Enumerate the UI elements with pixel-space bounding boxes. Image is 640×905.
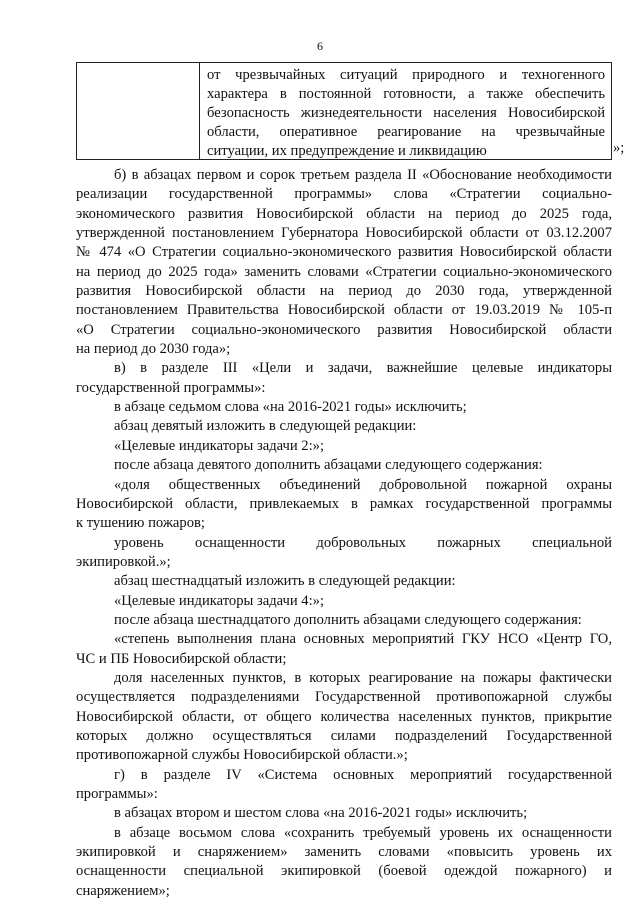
- paragraph-line: реализации государственной программы» слова «Стратегии социально-: [76, 186, 612, 203]
- paragraph: [76, 456, 612, 475]
- paragraph-line: в) в разделе III «Цели и задачи, важнейшие целевые индикаторы: [114, 360, 612, 377]
- paragraph-line: на период до 2030 года»;: [76, 341, 231, 358]
- paragraph-line: абзац шестнадцатый изложить в следующей редакции:: [114, 573, 456, 590]
- table-cell-text: [207, 66, 605, 161]
- table-closing-quote: »;: [613, 140, 625, 156]
- paragraph-line: после абзаца шестнадцатого дополнить абзацами следующего содержания:: [114, 611, 582, 628]
- table-cell-line: ситуации, их предупреждение и ликвидацию: [207, 143, 487, 159]
- paragraph-line: ЧС и ПБ Новосибирской области;: [76, 650, 287, 667]
- paragraph: [76, 534, 612, 573]
- paragraph: [76, 824, 612, 901]
- page-number: 6: [317, 39, 323, 53]
- paragraph-line: утвержденной постановлением Губернатора Новосибирской области от 03.12.2007: [76, 225, 612, 242]
- paragraph-line: которых должно осуществляться силами подразделений Государственной: [76, 727, 612, 744]
- paragraph-line: развития Новосибирской области на период до 2030 года, утвержденной: [76, 283, 612, 300]
- paragraph: [76, 437, 612, 456]
- paragraph-line: уровень оснащенности добровольных пожарных специальной: [114, 534, 612, 551]
- paragraph-line: экономического развития Новосибирской области на период до 2025 года,: [76, 205, 612, 222]
- paragraph-line: Новосибирской области, привлекаемых в рамках государственной программы: [76, 495, 612, 512]
- paragraph-line: экипировкой.»;: [76, 553, 171, 570]
- paragraph-line: «Целевые индикаторы задачи 4:»;: [114, 592, 325, 609]
- paragraph-line: «степень выполнения плана основных мероприятий ГКУ НСО «Центр ГО,: [114, 631, 612, 648]
- paragraph-line: государственной программы»:: [76, 379, 266, 396]
- paragraph: [76, 359, 612, 398]
- table-cell-line: характера в постоянной готовности, а также обеспечить: [207, 86, 605, 102]
- table-cell-line: безопасность жизнедеятельности населения Новосибирской: [207, 105, 605, 121]
- paragraph: [76, 166, 612, 359]
- paragraph-line: после абзаца девятого дополнить абзацами следующего содержания:: [114, 457, 543, 474]
- paragraph-line: доля населенных пунктов, в которых реагирование на пожары фактически: [114, 669, 612, 686]
- paragraph-line: оснащенности специальной экипировкой (боевой одеждой пожарного) и: [76, 863, 612, 880]
- paragraph-line: в абзацах втором и шестом слова «на 2016-2021 годы» исключить;: [114, 805, 528, 822]
- paragraph-line: постановлением Правительства Новосибирской области от 19.03.2019 № 105-п: [76, 302, 612, 319]
- paragraph-line: «Целевые индикаторы задачи 2:»;: [114, 437, 325, 454]
- paragraph-line: на период до 2025 года» заменить словами «Стратегии социально-экономического: [76, 263, 612, 280]
- paragraph: [76, 611, 612, 630]
- paragraph-line: экипировкой и снаряжением» заменить словами «повысить уровень их: [76, 844, 612, 861]
- paragraph: [76, 417, 612, 436]
- paragraph: [76, 766, 612, 805]
- continuation-table: [76, 62, 612, 160]
- paragraph-line: г) в разделе IV «Система основных мероприятий государственной: [114, 766, 612, 783]
- paragraph: [76, 630, 612, 669]
- paragraph-line: программы»:: [76, 786, 158, 802]
- paragraph: [76, 592, 612, 611]
- paragraph-line: № 474 «О Стратегии социально-экономического развития Новосибирской области: [76, 244, 612, 261]
- table-cell-line: от чрезвычайных ситуаций природного и техногенного: [207, 67, 605, 83]
- paragraph-line: абзац девятый изложить в следующей редакции:: [114, 418, 417, 435]
- paragraph-line: в абзаце седьмом слова «на 2016-2021 годы» исключить;: [114, 399, 467, 416]
- paragraph-line: к тушению пожаров;: [76, 515, 205, 532]
- paragraph-line: в абзаце восьмом слова «сохранить требуемый уровень их оснащенности: [114, 824, 612, 841]
- paragraph-line: «доля общественных объединений добровольной пожарной охраны: [114, 476, 612, 493]
- paragraph-line: противопожарной службы Новосибирской области.»;: [76, 747, 408, 764]
- paragraph: [76, 572, 612, 591]
- paragraph: [76, 476, 612, 534]
- paragraph: [76, 398, 612, 417]
- table-cell-line: области, оперативное реагирование на чрезвычайные: [207, 124, 605, 140]
- document-body: [76, 166, 612, 901]
- paragraph-line: б) в абзацах первом и сорок третьем раздела II «Обоснование необходимости: [114, 167, 612, 183]
- paragraph: [76, 669, 612, 766]
- paragraph: [76, 804, 612, 823]
- table-column-divider: [199, 63, 200, 159]
- paragraph-line: «О Стратегии социально-экономического развития Новосибирской области: [76, 321, 612, 338]
- paragraph-line: осуществляется подразделениями Государственной противопожарной службы: [76, 689, 612, 706]
- paragraph-line: снаряжением»;: [76, 882, 170, 899]
- paragraph-line: Новосибирской области, от общего количества населенных пунктов, прикрытие: [76, 708, 612, 725]
